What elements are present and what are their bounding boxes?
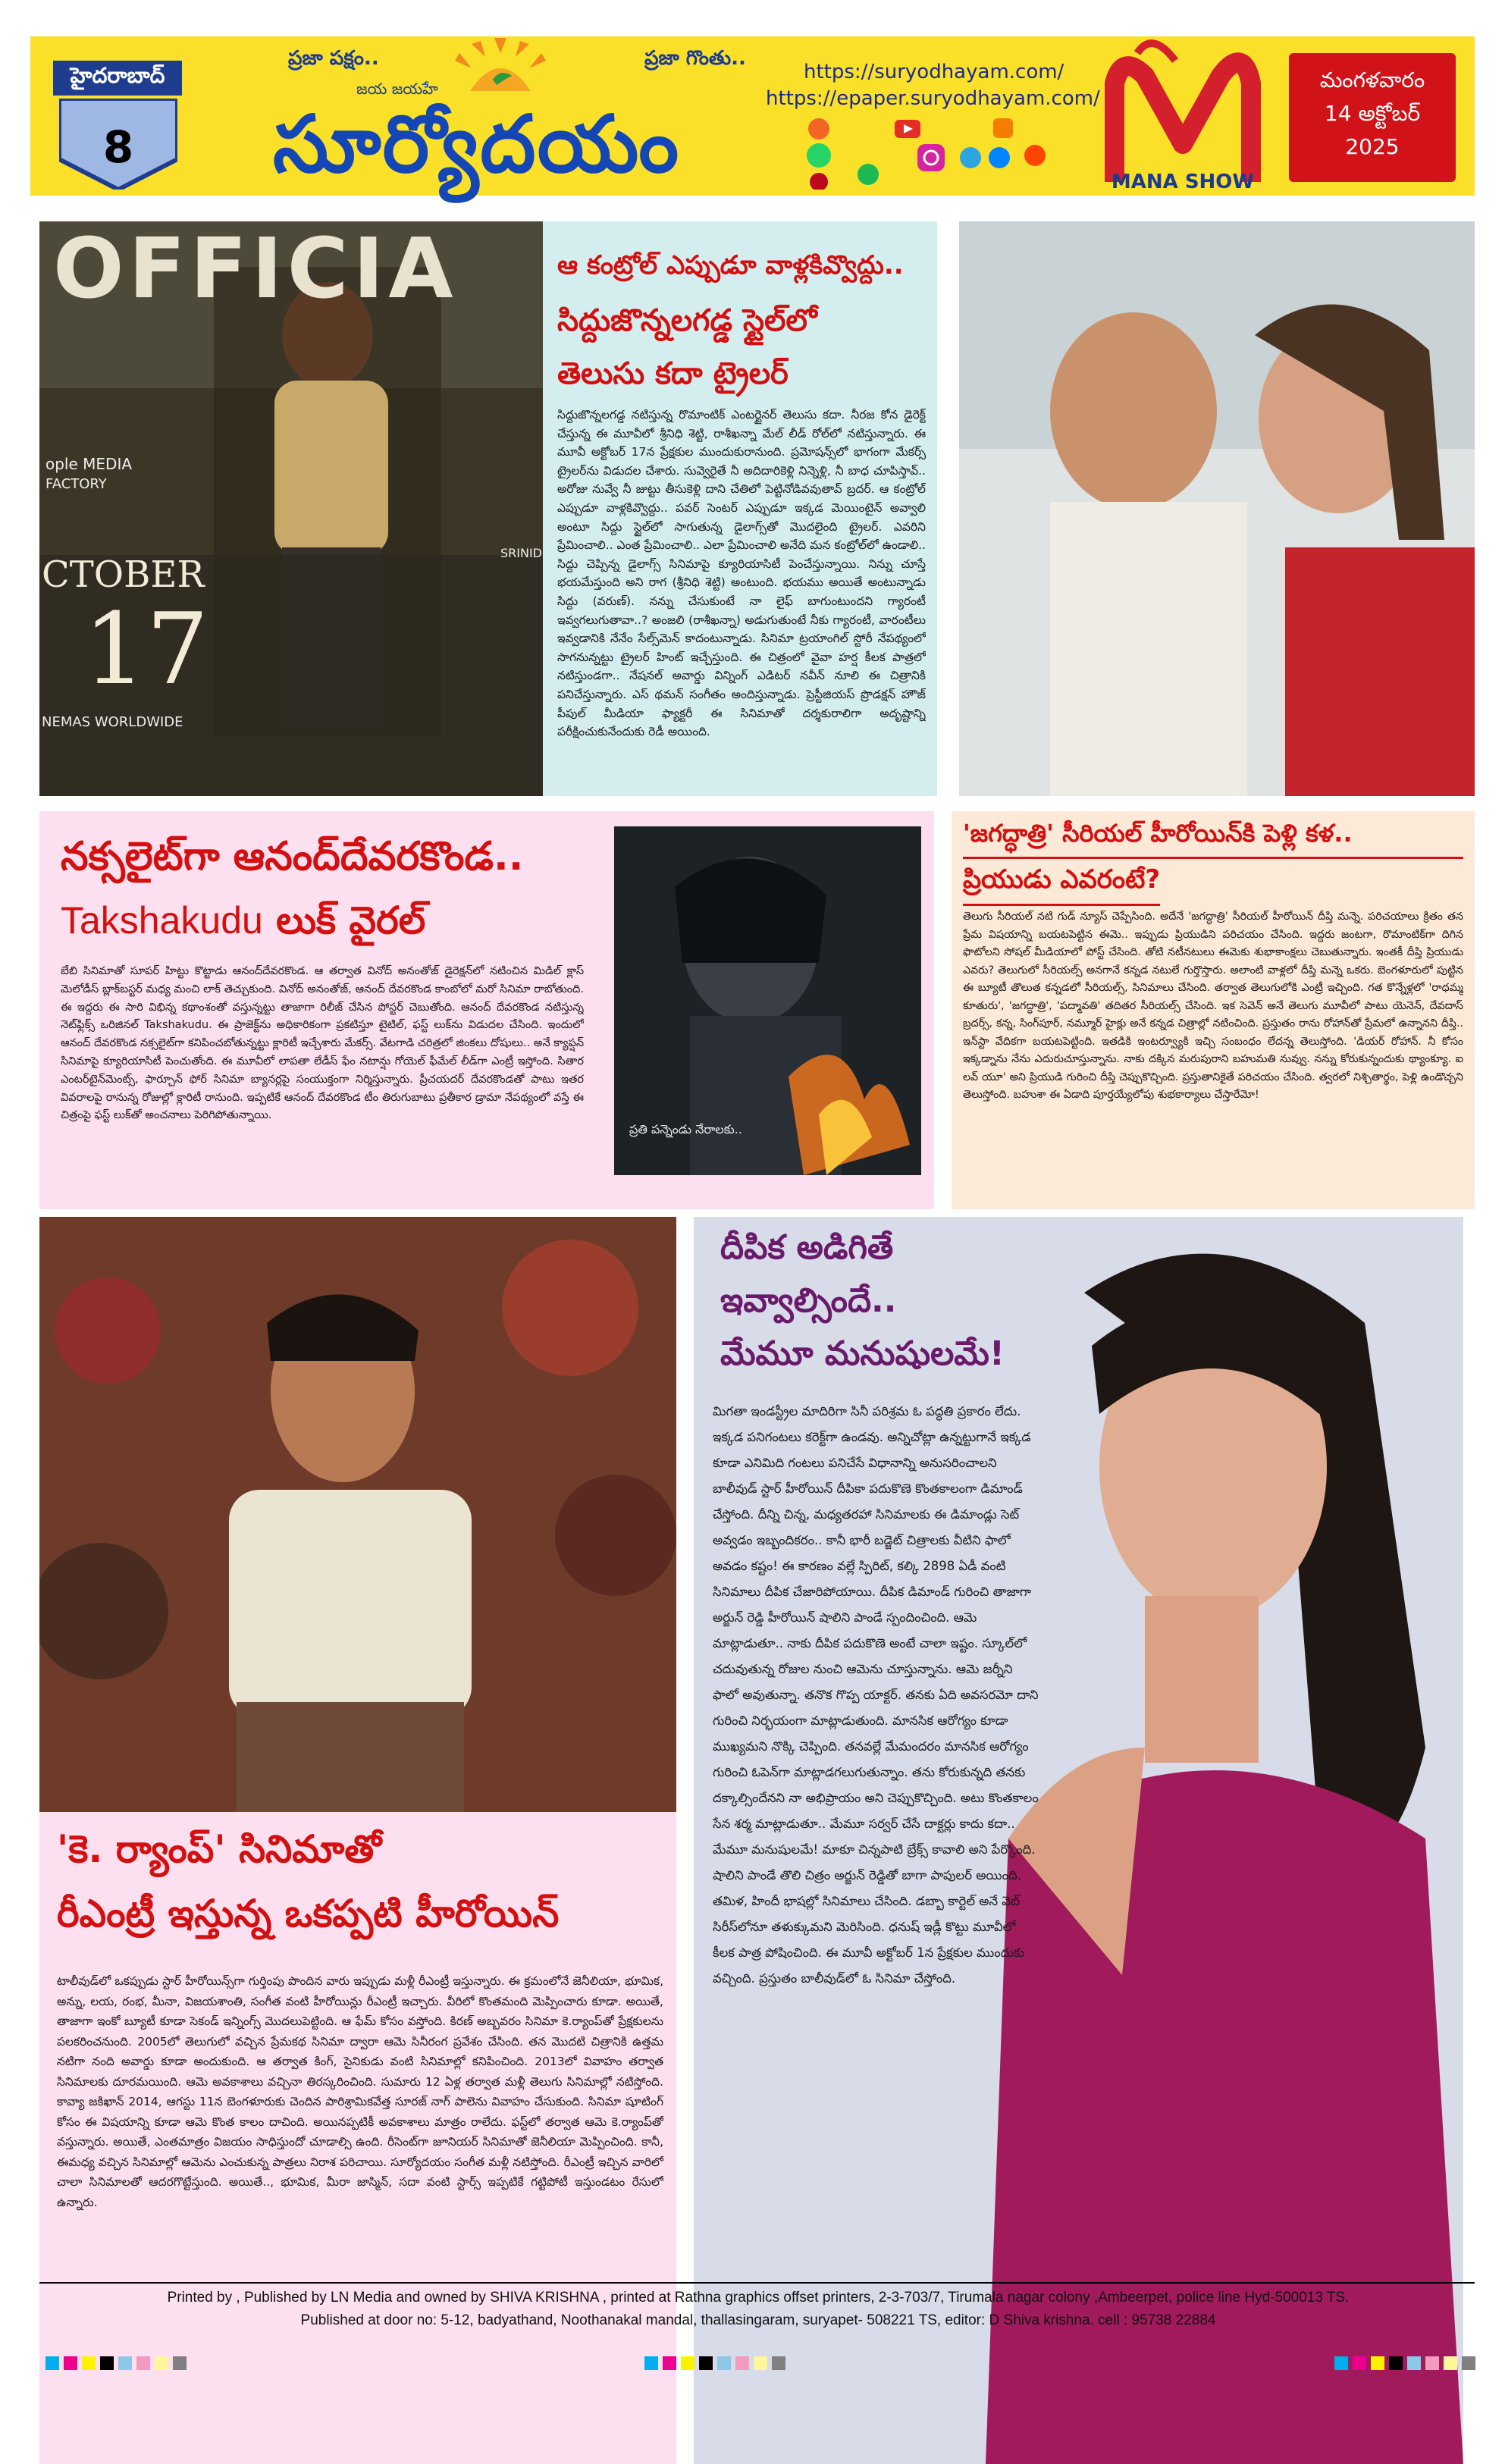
jagadhatri-headline-2: ప్రియుడు ఎవరంటే? bbox=[963, 864, 1160, 906]
takshakudu-article-body: బేబి సినిమాతో సూపర్ హిట్టు కొట్టాడు ఆనంద్‌దేవరకొండ. ఆ తర్వాత వినోద్ అనంతోజ్ డైరెక్షన్‌లో నటించిన మిడిల్ క్లాస్ మెలోడీస్ బ్లాక్‌బస్టర్ మధ్య మంచి లాక్ తెచ్చుకుంది. వినోద్ అనంతోజ్, ఆనంద్ దేవరకొండ కాంబోలో మరో సినిమా రాబోతుంది. ఈ ఇద్దరు ఈ సారి విభిన్న కథాంశంతో వస్తున్నట్టు తాజాగా రిలీజ్ చేసిన పోస్టర్ చెబుతోంది. ఆనంద్ దేవరకొండ నటిస్తున్న నెట్‌ఫ్లిక్స్ ఒరిజినల్ Takshakudu. ఈ ప్రాజెక్ట్‌ను అధికారికంగా ప్రకటిస్తూ టైటిల్, ఫస్ట్ లుక్‌ను విడుదల చేసింది. ఇందులో ఆనంద్ దేవరకొండ నక్సలైట్‌గా కనిపించబోతున్నట్టు క్లారిటీ ఇచ్చేశారు మేకర్స్. వేటగాడి చరిత్రలో జింకలు దోషులు.. అనే క్యాప్షన్ సినిమాపై క్యూరియాసిటీ పెంచుతోంది. ఈ మూవీలో లాపతా లేడీస్ ఫేం నటాన్షు గోయెల్ ఫీమేల్ లీడ్‌గా ఎంట్రీ ఇస్తోంది. సితార ఎంటర్‌టైన్‌మెంట్స్, ఫార్చూన్ ఫోర్ సినిమా బ్యానర్లపై సంయుక్తంగా నిర్మిస్తున్నారు. ప్రీచయదర్ దేవరకొండతో పాటు ఇతర వివరాలపై రానున్న రోజుల్లో క్లారిటీ రానుంది. ఇప్పటికే ఆనంద్ దేవరకొండ టీం తిరుగుబాటు ప్రతీకార డ్రామా నేపథ్యంలో వస్తే ఈ చిత్రంపై ఫస్ట్ లుక్‌తో అంచనాలు పెరిగిపోతున్నాయి. bbox=[61, 965, 584, 1122]
website-link[interactable]: https://suryodhayam.com/ bbox=[804, 61, 1064, 83]
poster-title-text: OFFICIA bbox=[53, 220, 458, 317]
spotify-icon[interactable] bbox=[858, 164, 879, 185]
k-ramp-article-body: టాలీవుడ్‌లో ఒకప్పుడు స్టార్ హీరోయిన్స్‌గా గుర్తింపు పొందిన వారు ఇప్పుడు మళ్లీ రీఎంట్రీ ఇస్తున్నారు. ఈ క్రమంలోనే జెనీలియా, భూమిక, అన్ను, లయ, రంభ, మీనా, విజయశాంతి, సంగీత వంటి హీరోయిన్లు రీఎంట్రీ ఇచ్చారు. వీరిలో కొంతమంది మెప్పించారు కూడా. అయితే, తాజాగా ఇంకో బ్యూటీ కూడా సెకండ్ ఇన్నింగ్స్ మొదలుపెట్టింది. ఆ ఫేమ్ కోసం వస్తోంది. కిరణ్ అబ్బవరం సినిమా కె.ర్యాంప్‌తో ప్రేక్షకులను పలకరించనుంది. 2005లో తెలుగులో వచ్చిన ప్రేమకథ సినిమా ద్వారా ఆమె సినీరంగ ప్రవేశం చేసింది. తన మొదటి చిత్రానికి ఉత్తమ నటిగా నంది అవార్డు కూడా అందుకుంది. ఆ తర్వాత కింగ్, సైనికుడు వంటి సినిమాల్లో కనిపించింది. 2013లో వివాహం తర్వాత సినిమాలకు దూరమయింది. ఆమె అవకాశాలు వచ్చినా తిరస్కరించింది. సుమారు 12 ఏళ్ల తర్వాత మళ్లీ తెలుగు సినిమాల్లో నటిస్తోంది. కావ్యా జకిఖాన్ 2014, ఆగస్టు 11న బెంగళూరుకు చెందిన పారిశ్రామికవేత్త సూరజ్ నాగ్ పాలెను వివాహం చేసుకుంది. సినిమా షూటింగ్ కోసం ఈ విషయాన్ని కూడా ఆమె కొంత కాలం దాచింది. అయినప్పటికీ అవకాశాలు మాత్రం రాలేదు. ఫస్ట్‌లో తర్వాత ఆమె కె.ర్యాంప్‌తో వస్తున్నారు. అయితే, ఎంతమాత్రం విజయం సాధిస్తుందో చూడాల్సి ఉంది. రీసెంట్‌గా జూనియర్ సినిమాతో జెనీలియా మెప్పించింది. కానీ, ఈమధ్య వచ్చిన సినిమాల్లో ఆమెను ఎంచుకున్న పాత్రలు నిరాశ పరిచాయి. సూర్యోదయం సంగీత మళ్లీ నటిస్తోంది. రీఎంట్రీ ఇచ్చిన వారిలో చాలా సినిమాలతో ఆదరగొట్టేస్తుంది. అయితే.., భూమిక, మీరా జాస్మిన్, సదా వంటి స్టార్స్ ఇప్పటికే గట్టిపోటీ ఇస్తుండటం రేసులో ఉన్నారు. bbox=[57, 1974, 663, 2209]
newspaper-title: సూర్యోదయం bbox=[273, 97, 681, 190]
takshakudu-headline-2 bbox=[61, 898, 425, 952]
print-color-bar-left bbox=[45, 2356, 187, 2370]
rss-icon[interactable] bbox=[808, 118, 829, 140]
footer-imprint-line-2: Published at door no: 5-12, badyathand, Noothanakal mandal, thallasingaram, suryapet- 508221 TS, editor: D Shiva krishna. cell : 95738 22884 bbox=[300, 2312, 1216, 2328]
tagline-right: ప్రజా గొంతు.. bbox=[644, 47, 746, 70]
day-label: మంగళవారం bbox=[1319, 67, 1425, 92]
takshakudu-poster-caption: ప్రతి పన్నెండు నేరాలకు.. bbox=[629, 1122, 742, 1136]
sun-logo-icon bbox=[425, 38, 576, 106]
telusu-headline-3: తెలుసు కదా ట్రైలర్ bbox=[557, 356, 789, 391]
whatsapp-icon[interactable] bbox=[807, 143, 831, 168]
mana-show-text: MANA SHOW bbox=[1111, 171, 1255, 193]
takshakudu-headline-1: నక్సలైట్‌గా ఆనంద్‌దేవరకొండ.. bbox=[61, 834, 524, 879]
telusu-headline-1: ఆ కంట్రోల్ ఎప్పుడూ వాళ్లకివ్వొద్దు.. bbox=[557, 250, 904, 281]
deepika-headline-2: ఇవ్వాల్సిందే.. bbox=[720, 1281, 897, 1320]
pinterest-icon[interactable] bbox=[810, 173, 828, 190]
jagadhatri-headline-1: 'జగద్ధాత్రి' సీరియల్ హీరోయిన్‌కి పెళ్లి కళ.. bbox=[963, 819, 1463, 859]
takshakudu-headline-en: Takshakudu bbox=[61, 899, 263, 942]
page-number: 8 bbox=[102, 121, 134, 173]
couple-photo bbox=[959, 221, 1475, 796]
epaper-link[interactable]: https://epaper.suryodhayam.com/ bbox=[766, 87, 1100, 110]
reddit-icon[interactable] bbox=[1024, 145, 1046, 166]
poster-studio-text: ople MEDIA bbox=[45, 455, 133, 473]
paper-small-title: జయ జయహే bbox=[356, 80, 438, 98]
deepika-headline-1: దీపిక అడిగితే bbox=[720, 1228, 894, 1267]
print-color-bar-center bbox=[644, 2356, 785, 2370]
poster-credit: SRINID bbox=[500, 546, 542, 560]
date-box bbox=[1289, 53, 1456, 182]
footer-divider bbox=[39, 2282, 1475, 2284]
takshakudu-headline-te: లుక్ వైరల్ bbox=[276, 898, 426, 942]
k-ramp-headline-1: 'కె. ర్యాంప్' సినిమాతో bbox=[57, 1827, 382, 1871]
social-icons bbox=[804, 114, 1069, 190]
tagline-left: ప్రజా పక్షం.. bbox=[288, 47, 379, 70]
k-ramp-still bbox=[39, 1217, 676, 1812]
blogger-icon[interactable] bbox=[993, 118, 1013, 138]
youtube-icon[interactable] bbox=[895, 120, 920, 138]
city-label: హైదరాబాద్ bbox=[53, 61, 182, 96]
deepika-article-body: మిగతా ఇండస్ట్రీల మాదిరిగా సినీ పరిశ్రమ ఓ పద్ధతి ప్రకారం లేదు. ఇక్కడ పనిగంటలు కరెక్ట్‌గా ఉండవు. అన్నిచోట్లా ఉన్నట్టుగానే ఇక్కడ కూడా ఎనిమిది గంటలు పనిచేసే విధానాన్ని అనుసరించాలని బాలీవుడ్ స్టార్ హీరోయిన్ దీపికా పదుకొణె కొంతకాలంగా డిమాండ్ చేస్తోంది. దీన్ని చిన్న, మధ్యతరహా సినిమాలకు ఈ డిమాండ్లు సెట్ అవ్వడం ఇబ్బందికరం.. కానీ భారీ బడ్జెట్ చిత్రాలకు వీటిని ఫాలో అవడం కష్టం! ఈ కారణం వల్లే స్పిరిట్, కల్కి 2898 ఏడీ వంటి సినిమాలు దీపిక చేజారిపోయాయి. దీపిక డిమాండ్ గురించి తాజాగా అర్జున్ రెడ్డి హీరోయిన్ షాలిని పాండే స్పందించింది. ఆమె మాట్లాడుతూ.. నాకు దీపిక పదుకొణె అంటే చాలా ఇష్టం. స్కూల్‌లో చదువుతున్న రోజుల నుంచి ఆమెను చూస్తున్నాను. ఆమె జర్నీని ఫాలో అవుతున్నా. తనొక గొప్ప యాక్టర్. తనకు ఏది అవసరమో దాని గురించి నిర్భయంగా మాట్లాడుతుంది. మానసిక ఆరోగ్యం కూడా ముఖ్యమని నొక్కి చెప్పింది. తనవల్లే మేమందరం మానసిక ఆరోగ్యం గురించి ఓపెన్‌గా మాట్లాడగలుగుతున్నాం. తను కోరుకున్నది తనకు దక్కాల్సిందేనని నా అభిప్రాయం అని చెప్పుకొచ్చింది. అటు కొంతకాలం సేన శర్మ మాట్లాడుతూ.. మేమూ సర్వర్ చేసే దాక్టర్లు కాదు కదా.. మేమూ మనుషులమే! మాకూ చిన్నపాటి బ్రేక్స్ కావాలి అని పేర్కొంది. షాలిని పాండే తొలి చిత్రం అర్జున్ రెడ్డితో బాగా పాపులర్ అయింది. తమిళ, హిందీ భాషల్లో సినిమాలు చేసింది. డబ్బా కార్టెల్ అనే వెబ్ సిరీస్‌లోనూ తళుక్కుమని మెరిసింది. ధనుష్ ఇడ్లీ కొట్టు మూవీలో కీలక పాత్ర పోషించింది. ఈ మూవీ అక్టోబర్ 1న ప్రేక్షకుల ముందుకు వచ్చింది. ప్రస్తుతం బాలీవుడ్‌లో ఓ సినిమా చేస్తోంది. bbox=[713, 1404, 1039, 1986]
instagram-icon[interactable] bbox=[917, 144, 945, 171]
messenger-icon[interactable] bbox=[989, 147, 1010, 168]
date-label: 14 అక్టోబర్ bbox=[1324, 101, 1421, 126]
poster-day: 17 bbox=[83, 591, 209, 707]
jagadhatri-article-body: తెలుగు సీరియల్ నటి గుడ్ న్యూస్ చెప్పేసింది. అదేనే 'జగద్ధాత్రి' సీరియల్ హీరోయిన్ దీప్తి మన్నె. పరిచయాలు క్రితం తన ప్రేమ విషయాన్ని బయటపెట్టిన ఈమె.. ఇప్పుడు ప్రియుడిని పరిచయం చేసింది. ఇద్దరు జంటగా, రొమాంటిక్‌గా దిగిన ఫొటోలని సోషల్ మీడియాలో పోస్ట్ చేసింది. తోటి నటీనటులు ఈమెకు శుభాకాంక్షలు చెబుతున్నారు. ఇంతకీ దీప్తి ప్రియుడు ఎవరు? తెలుగులో సీరియల్స్ అనగానే కన్నడ నటులే గుర్తొస్తారు. అలాంటి వాళ్లలో దీప్తి మన్నె ఒకరు. బెంగళూరులో పుట్టిన ఈ బ్యూటీ తొలుత కన్నడలో సీరియల్స్, సినిమాలు చేసింది. తర్వాత తెలుగులోకి ఎంట్రీ ఇచ్చింది. గత కొన్నేళ్లలో 'రాధమ్మ కూతురు', 'జగద్ధాత్రి', 'పద్మావతి' తదితర సీరియల్స్ చేసింది. ఇక సెవెన్ అనే తెలుగు మూవీలో పాటు యెనెన్, దేవదాస్ బ్రదర్స్, కన్న, సింగ్‌పూర్, నమ్మూర్ హైక్లు అనే కన్నడ చిత్రాల్లో నటించింది. ప్రస్తుతం రాను రోహాన్‌తో ప్రేమలో ఉన్నానని దీప్తి.. ఇన్‌స్టా వేదికగా బయటపెట్టింది. ఇతడికి ఇంటర్వ్యూకి ఇచ్చి సంబంధం లేదన్న తెలుస్తోంది. 'డియర్ రోహాన్. నీ కోసం ఇక్కడ్నాను నేను ఎదురుచూస్తున్నాను. నాకు దక్కిన మరుపురాని బహుమతి నువ్వు. నన్ను కోరుకున్నందుకు థ్యాంక్యూ. ఐ లవ్ యూ' అని ప్రియుడి గురించి దీప్తి చెప్పుకొచ్చింది. ప్రస్తుతానికైతే పరిచయం చేసింది. త్వరలో నిశ్చితార్థం, పెళ్లి ఉండొచ్చని తెలుస్తోంది. బహుశా ఈ ఏడాది పూర్తయ్యేలోపు శుభకార్యాలు చేస్తారేమో! bbox=[963, 911, 1463, 1101]
poster-studio-sub: FACTORY bbox=[45, 476, 107, 492]
footer-imprint-line-1: Printed by , Published by LN Media and owned by SHIVA KRISHNA , printed at Rathna graphics offset printers, 2-3-703/7, Tirumala nagar colony ,Ambeerpet, police line Hyd-500013 TS. bbox=[167, 2290, 1350, 2306]
print-color-bar-right bbox=[1334, 2356, 1475, 2370]
poster-release-line: NEMAS WORLDWIDE bbox=[42, 714, 183, 730]
telegram-icon[interactable] bbox=[960, 147, 981, 168]
telusu-article-body: సిద్దుజొన్నలగడ్డ నటిస్తున్న రొమాంటిక్ ఎంటర్టైనర్ తెలుసు కదా. నీరజ కోన డైరెక్ట్ చేస్తున్న ఈ మూవీలో శ్రీనిధి శెట్టి, రాశీఖన్నా మేల్ లీడ్ రోల్‌లో నటిస్తున్నారు. ఈ మూవీ అక్టోబర్ 17న ప్రేక్షకుల ముందుకురానుంది. ప్రమోషన్స్‌లో భాగంగా మేకర్స్ ట్రైలర్‌ను విడుదల చేశారు. సువ్వెరైతే నీ అదిదారికెళ్లి నిన్నెళ్లి, నీ బాధ చూపిస్తావ్.. అరోజు నువ్వే నీ జుట్టు తీసుకెళ్లి దాని చేతిలో పెట్టినోడివవుతావ్ బ్రదర్. ఆ కంట్రోల్ ఎప్పుడూ వాళ్లకివ్వొద్దు.. పవర్ సెంటర్ ఎప్పుడూ ఇక్కడ మెయింటైన్ అవ్వాలి అంటూ సిద్దు స్టైల్‌లో సాగుతున్న డైలాగ్స్‌తో మొదలైంది ట్రైలర్. ఎవరిని ప్రేమించాలి.. ఎంత ప్రేమించాలి.. ఎలా ప్రేమించాలి అనేది మన కంట్రోల్‌లో ఉండాలి.. సిద్దు చెప్పిన్న డైలాగ్స్ సినిమాపై క్యూరియాసిటీ పెంచేస్తున్నాయి. నిన్ను చూస్తే భయమేస్తుంది అని రాగ (శ్రీనిధి శెట్టి) అంటుంది. భయము అయితే అంటున్నాడు సిద్దు (వరుణ్). నన్ను చేసుకుంటే నా లైఫ్ బాగుంటుందని గ్యారంటీ ఇవ్వగలుగుతావా..? అంజలి (రాశీఖన్నా) అడుగుతుంటే నీకు గ్యారంటీ, వారంటీలు ఇవ్వడానికి నేనేం సేల్స్‌మెన్ కాదంటున్నాడు. సినిమా ట్రయాంగిల్ స్టోరీ నేపథ్యంలో సాగనున్నట్టు ట్రైలర్ హింట్ ఇచ్చేస్తుంది. ఈ చిత్రంలో వైవా హర్ష కీలక పాత్రలో నటిస్తుండగా.. నేషనల్ అవార్డు విన్నింగ్ ఎడిటర్ నవీన్ నూలి ఈ చిత్రానికి పనిచేస్తున్నారు. ఎస్ థమన్ సంగీతం అందిస్తున్నాడు. ప్రెస్టీజియస్ ప్రొడక్షన్ హౌజ్ పీపుల్ మీడియా ఫ్యాక్టరీ ఈ సినిమాతో దర్శకురాలిగా అదృష్టాన్ని పరీక్షించుకునేందుకు రెడీ అయింది. bbox=[557, 408, 926, 739]
year-label: 2025 bbox=[1345, 134, 1400, 159]
k-ramp-headline-2: రీఎంట్రీ ఇస్తున్న ఒకప్పటి హీరోయిన్ bbox=[57, 1892, 560, 1936]
poster-month: CTOBER bbox=[42, 553, 205, 596]
deepika-headline-3: మేమూ మనుషులమే! bbox=[720, 1334, 1005, 1373]
telusu-headline-2: సిద్దుజొన్నలగడ్డ స్టైల్‌లో bbox=[557, 303, 817, 338]
